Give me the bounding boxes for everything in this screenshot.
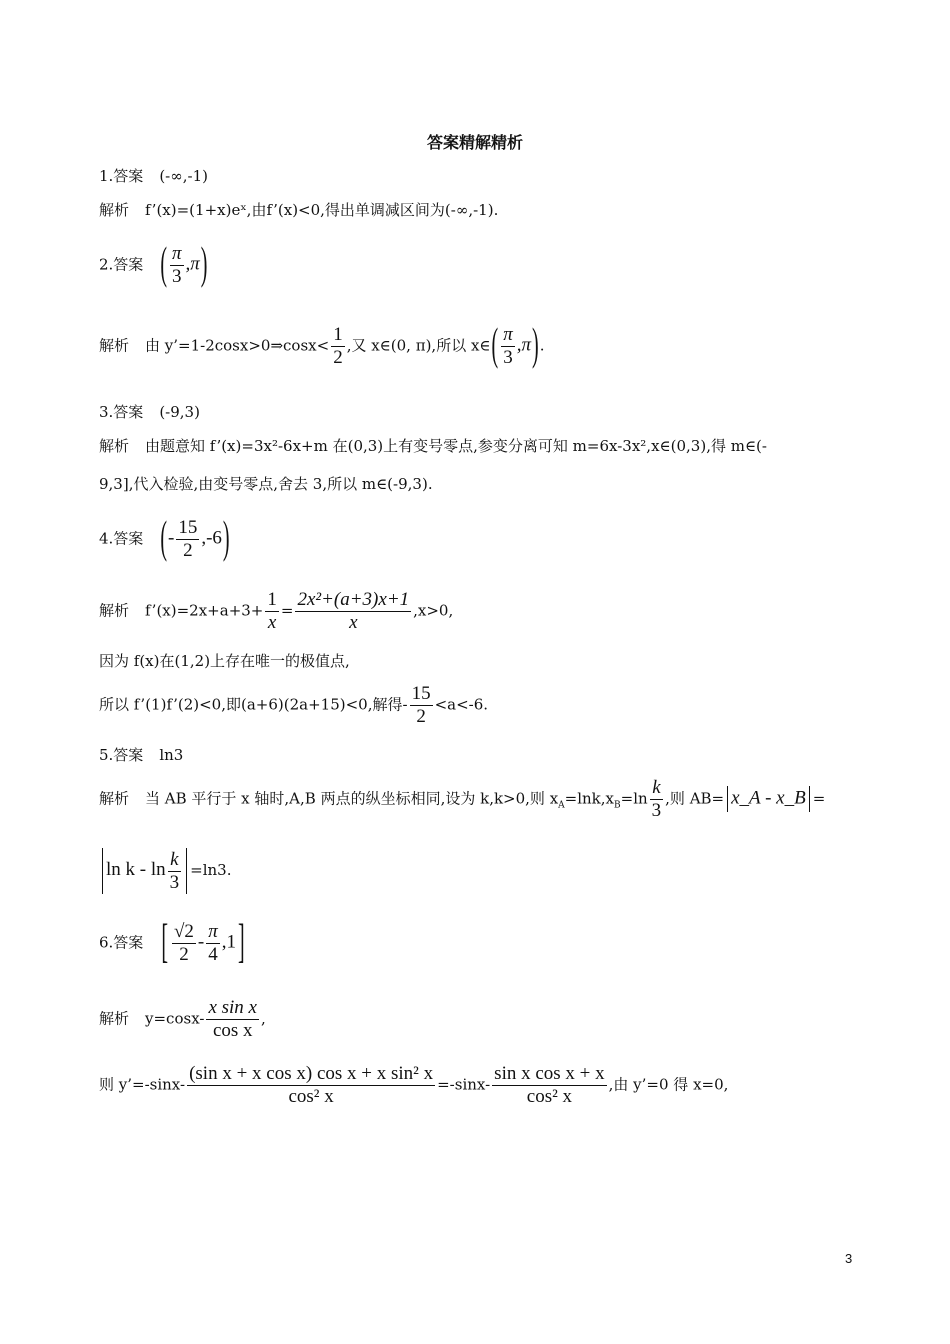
analysis-3-cont: 9,3],代入检验,由变号零点,舍去 3,所以 m∈(-9,3). <box>99 475 433 493</box>
answer-4: 4.答案 (- $\frac{15}{2}$ ,-6) <box>99 512 230 564</box>
analysis-5-line2: ln k - ln $\frac{k}{3}$ =ln3. <box>99 848 231 894</box>
answer-3: 3.答案 (-9,3) <box>99 403 200 421</box>
analysis-3: 解析 由题意知 f’(x)=3x²-6x+m 在(0,3)上有变号零点,参变分离可知 m=6x-3x²,x∈(0,3),得 m∈(- <box>99 437 767 455</box>
analysis-4: 解析 f’(x)=2x+a+3+ $\frac{1}{x}$ = $\frac{\text{2x²+(a+3)x+1}}{x}$ ,x>0, <box>99 589 454 633</box>
page-title: 答案精解精析 <box>426 133 523 152</box>
analysis-6: 解析 y=cosx- $\frac{\text{x sin x}}{\text{cos x}}$ , <box>99 997 266 1041</box>
analysis-5: 解析 当 AB 平行于 x 轴时,A,B 两点的纵坐标相同,设为 k,k>0,则 $x_A=\ln k,x_B=\ln$ $\frac{k}{3}$ ,则 AB= x_A - x_B = <box>99 777 826 821</box>
answer-2: 2.答案 ( $\frac{\pi}{3}$ ,π) <box>99 238 208 290</box>
answer-5: 5.答案 ln3 <box>99 746 184 764</box>
answer-1: 1.答案 (-∞,-1) <box>99 167 208 185</box>
analysis-4-line2: 因为 f(x)在(1,2)上存在唯一的极值点, <box>99 652 350 670</box>
page-number: 3 <box>845 1251 853 1266</box>
analysis-1: 解析 f’(x)=(1+x)eˣ,由f’(x)<0,得出单调减区间为(-∞,-1). <box>99 201 499 219</box>
analysis-4-line3: 所以 f’(1)f’(2)<0,即(a+6)(2a+15)<0,解得- $\frac{15}{2}$ <a<-6. <box>99 683 489 727</box>
answer-6: 6.答案 [ $\frac{√2}{2}$ - $\frac{\pi}{4}$ ,1 ] <box>99 915 245 969</box>
analysis-6-line2: 则 y’=-sinx- $\frac{\text{(sin x + x cos x) cos x + x sin² x}}{\text{cos² x}}$ =-sinx- $\frac{\text{sin x cos x + x}}{\text{cos² x}}$ ,由 y’=0 得 x=0, <box>99 1063 729 1107</box>
analysis-2: 解析 由 y’=1-2cosx>0⇒cosx< $\frac{1}{2}$ ,又 x∈(0, π),所以 x∈( $\frac{\pi}{3}$ ,π). <box>99 319 545 371</box>
